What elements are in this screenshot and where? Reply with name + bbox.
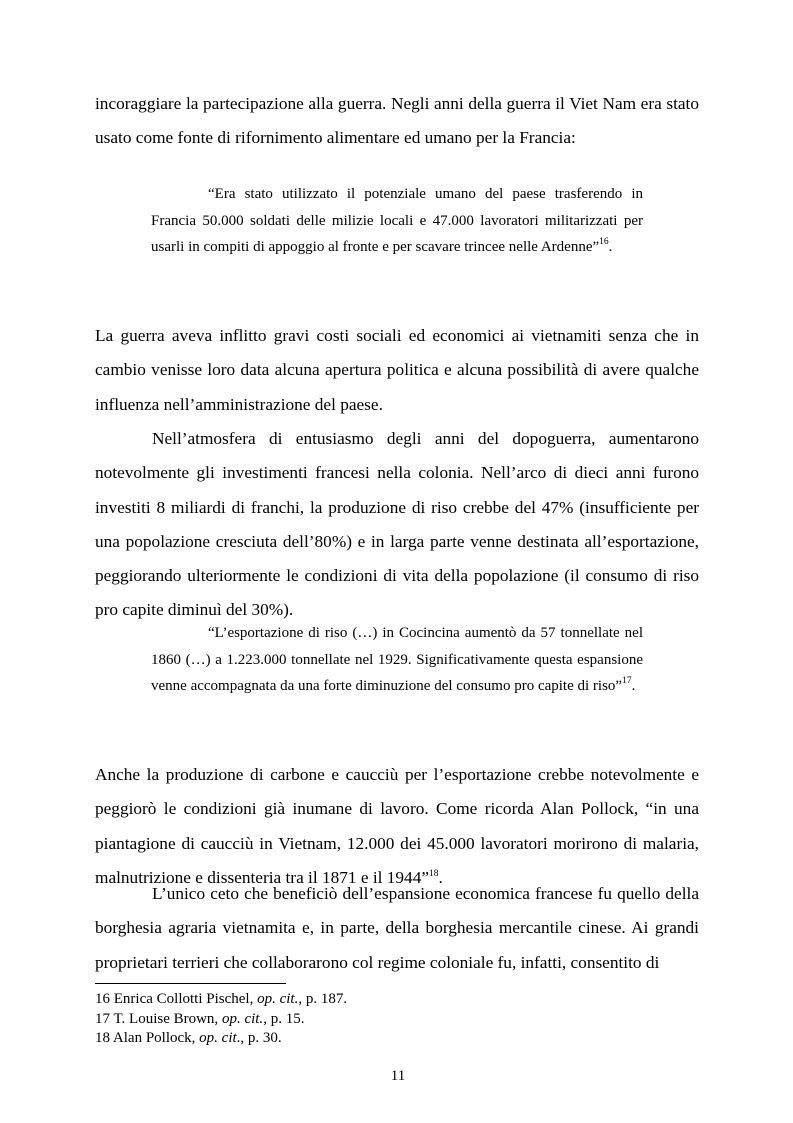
paragraph-continuation: incoraggiare la partecipazione alla guerra. Negli anni della guerra il Viet Nam era stato usato come fonte di rifornimento alimentare ed umano per la Francia: xyxy=(95,94,699,148)
footnote-18 xyxy=(95,1029,282,1048)
paragraph-end: . xyxy=(438,867,443,887)
footnote-page: , p. 15. xyxy=(263,1011,305,1027)
footnote-separator xyxy=(95,983,286,984)
footnote-page: ., p. 30. xyxy=(236,1030,282,1046)
paragraph-bourgeoisie: L’unico ceto che beneficiò dell’espansione economica francese fu quello della borghesia agraria vietnamita e, in parte, della borghesia mercantile cinese. Ai grandi proprietari terrieri che collaborarono col regime coloniale fu, infatti, consentito di xyxy=(95,884,699,972)
footnote-17 xyxy=(95,1010,304,1029)
quote-end: . xyxy=(631,678,636,695)
footnote-16 xyxy=(95,990,347,1009)
paragraph-coal-rubber xyxy=(95,758,699,895)
footnote-ref-17[interactable]: 17 xyxy=(622,676,632,687)
footnote-page: , p. 187. xyxy=(298,991,348,1007)
block-quote-1 xyxy=(151,181,643,261)
footnote-citation: op. cit. xyxy=(257,991,299,1007)
footnote-ref-18[interactable]: 18 xyxy=(429,869,439,880)
paragraph-text: Anche la produzione di carbone e caucciù per l’esportazione crebbe notevolmente e peggiorò le condizioni già inumane di lavoro. Come ricorda Alan Pollock, “in una piantagione di caucciù in Vietnam, 12.000 dei 45.000 lavoratori morirono di malaria, malnutrizione e dissenteria tra il 1871 e il 1944” xyxy=(95,765,699,887)
paragraph-postwar-investments: Nell’atmosfera di entusiasmo degli anni del dopoguerra, aumentarono notevolmente gli investimenti francesi nella colonia. Nell’arco di dieci anni furono investiti 8 miliardi di franchi, la produzione di riso crebbe del 47% (insufficiente per una popolazione cresciuta dell’80%) e in larga parte venne destinata all’esportazione, peggiorando ulteriormente le condizioni di vita della popolazione (il consumo di riso pro capite diminuì del 30%). xyxy=(95,429,699,620)
quote-end: . xyxy=(608,239,613,256)
footnote-text: 18 Alan Pollock, xyxy=(95,1030,200,1046)
footnote-citation: op. cit. xyxy=(221,1011,264,1027)
footnote-ref-16[interactable]: 16 xyxy=(599,237,609,248)
page-number: 11 xyxy=(390,1068,406,1084)
footnote-text: 16 Enrica Collotti Pischel, xyxy=(95,991,258,1007)
footnote-citation: op. cit xyxy=(199,1030,237,1046)
quote-text: “Era stato utilizzato il potenziale umano del paese trasferendo in Francia 50.000 soldati delle milizie locali e 47.000 lavoratori militarizzati per usarli in compiti di appoggio al fronte e per scavare trincee nelle Ardenne” xyxy=(151,186,643,256)
paragraph-war-costs: La guerra aveva inflitto gravi costi sociali ed economici ai vietnamiti senza che in cambio venisse loro data alcuna apertura politica e alcuna possibilità di avere qualche influenza nell’amministrazione del paese. xyxy=(95,326,699,414)
block-quote-2 xyxy=(151,620,643,700)
footnote-text: 17 T. Louise Brown, xyxy=(95,1011,222,1027)
quote-text: “L’esportazione di riso (…) in Cocincina aumentò da 57 tonnellate nel 1860 (…) a 1.223.000 tonnellate nel 1929. Significativamente questa espansione venne accompagnata da una forte diminuzione del consumo pro capite di riso” xyxy=(151,625,643,695)
